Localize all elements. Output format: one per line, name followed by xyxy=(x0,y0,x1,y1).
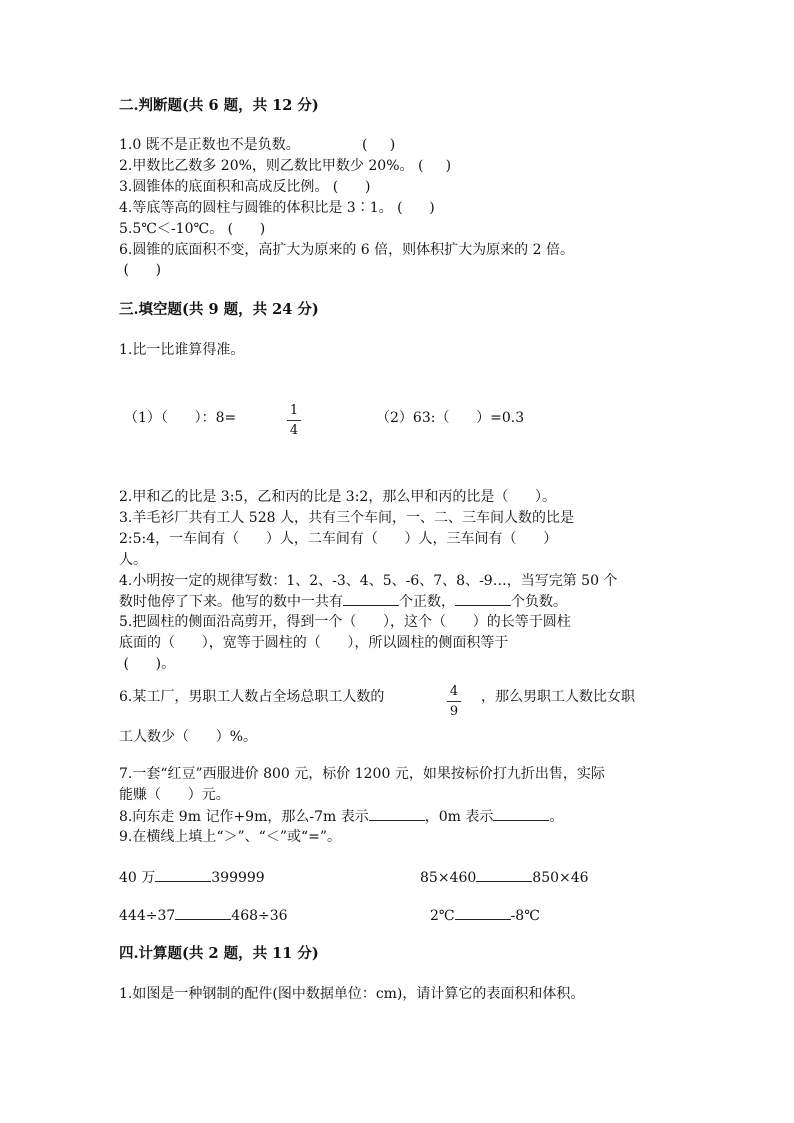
answer-blank xyxy=(476,868,532,882)
answer-blank xyxy=(369,807,425,821)
compare-right: -8℃ xyxy=(510,908,540,924)
fill-q6-part1: 6.某工厂，男职工人数占全场总职工人数的 xyxy=(119,689,385,705)
judgment-q6: 6.圆锥的底面积不变，高扩大为原来的 6 倍，则体积扩大为原来的 2 倍。 xyxy=(119,242,574,258)
judgment-q4: 4.等底等高的圆柱与圆锥的体积比是 3∶1。 ( ) xyxy=(119,200,435,216)
fraction-numerator: 1 xyxy=(289,403,299,418)
fill-q1: 1.比一比谁算得准。 xyxy=(119,342,245,358)
compare-left: 85×460 xyxy=(420,870,477,886)
section-title-fill: 三.填空题(共 9 题，共 24 分) xyxy=(119,301,319,318)
fraction-one-quarter xyxy=(286,403,302,438)
judgment-q2: 2.甲数比乙数多 20%，则乙数比甲数少 20%。 ( ) xyxy=(119,158,452,174)
fill-q5-line2: 底面的（ ），宽等于圆柱的（ ），所以圆柱的侧面积等于 xyxy=(119,635,509,651)
compare-item-2 xyxy=(420,868,589,887)
section-title-calc: 四.计算题(共 2 题，共 11 分) xyxy=(119,945,319,962)
compare-item-4 xyxy=(430,906,540,925)
fill-q4-text-c: 个负数。 xyxy=(511,594,567,610)
fraction-four-ninths xyxy=(446,684,462,719)
fill-q6-part2: ，那么男职工人数比女职 xyxy=(481,689,635,705)
fill-q1-part2: （2）63:（ ）=0.3 xyxy=(376,410,525,426)
fill-q5-line1: 5.把圆柱的侧面沿高剪开，得到一个（ ），这个（ ）的长等于圆柱 xyxy=(119,614,571,630)
fill-q7-line1: 7.一套“红豆”西服进价 800 元，标价 1200 元，如果按标价打九折出售，实际 xyxy=(119,766,605,782)
judgment-q5: 5.5℃＜-10℃。 ( ) xyxy=(119,221,266,237)
compare-right: 468÷36 xyxy=(231,908,288,924)
answer-blank xyxy=(343,592,399,606)
answer-blank xyxy=(155,868,211,882)
fill-q6-line2: 工人数少（ ）%。 xyxy=(119,729,258,745)
fill-q4-text-a: 数时他停了下来。他写的数中一共有 xyxy=(119,594,343,610)
judgment-q3: 3.圆锥体的底面积和高成反比例。 ( ) xyxy=(119,179,371,195)
fill-q8 xyxy=(119,807,563,826)
compare-item-1 xyxy=(119,868,265,887)
answer-blank xyxy=(455,592,511,606)
answer-blank xyxy=(175,906,231,920)
fraction-bar xyxy=(447,701,461,702)
compare-left: 2℃ xyxy=(430,908,455,924)
compare-right: 850×46 xyxy=(532,870,589,886)
fraction-bar xyxy=(287,420,301,421)
answer-blank xyxy=(493,807,549,821)
compare-item-3 xyxy=(119,906,288,925)
fill-q7-line2: 能赚（ ）元。 xyxy=(119,787,230,803)
fraction-denominator: 9 xyxy=(449,704,459,719)
calc-q1: 1.如图是一种钢制的配件(图中数据单位：cm)，请计算它的表面积和体积。 xyxy=(119,986,585,1002)
fill-q4-line1: 4.小明按一定的规律写数：1、2、-3、4、5、-6、7、8、-9…，当写完第 50 个 xyxy=(119,573,618,589)
judgment-q6-paren: ( ) xyxy=(119,262,162,278)
fill-q9: 9.在横线上填上“＞”、“＜”或“=”。 xyxy=(119,829,342,845)
fill-q3-line2: 2:5:4，一车间有（ ）人，二车间有（ ）人，三车间有（ ） xyxy=(119,531,558,547)
fill-q4-line2 xyxy=(119,592,567,611)
judgment-q1: 1.0 既不是正数也不是负数。 ( ) xyxy=(119,137,396,153)
fill-q3-line3: 人。 xyxy=(119,552,147,568)
fill-q1-part1: （1）（ ）：8= xyxy=(124,410,237,426)
fill-q2: 2.甲和乙的比是 3:5，乙和丙的比是 3:2，那么甲和丙的比是（ ）。 xyxy=(119,489,557,505)
fill-q3-line1: 3.羊毛衫厂共有工人 528 人，共有三个车间，一、二、三车间人数的比是 xyxy=(119,510,574,526)
fill-q8-text-b: ，0m 表示 xyxy=(424,809,494,825)
compare-left: 444÷37 xyxy=(119,908,176,924)
compare-left: 40 万 xyxy=(119,870,156,886)
fraction-denominator: 4 xyxy=(289,423,299,438)
fill-q8-text-c: 。 xyxy=(549,809,564,825)
fill-q4-text-b: 个正数， xyxy=(399,594,455,610)
fill-q8-text-a: 8.向东走 9m 记作+9m，那么-7m 表示 xyxy=(119,809,369,825)
fill-q5-line3: ( )。 xyxy=(119,656,176,672)
fraction-numerator: 4 xyxy=(449,684,459,699)
compare-right: 399999 xyxy=(211,870,265,886)
answer-blank xyxy=(455,906,511,920)
section-title-judgment: 二.判断题(共 6 题，共 12 分) xyxy=(119,97,319,114)
